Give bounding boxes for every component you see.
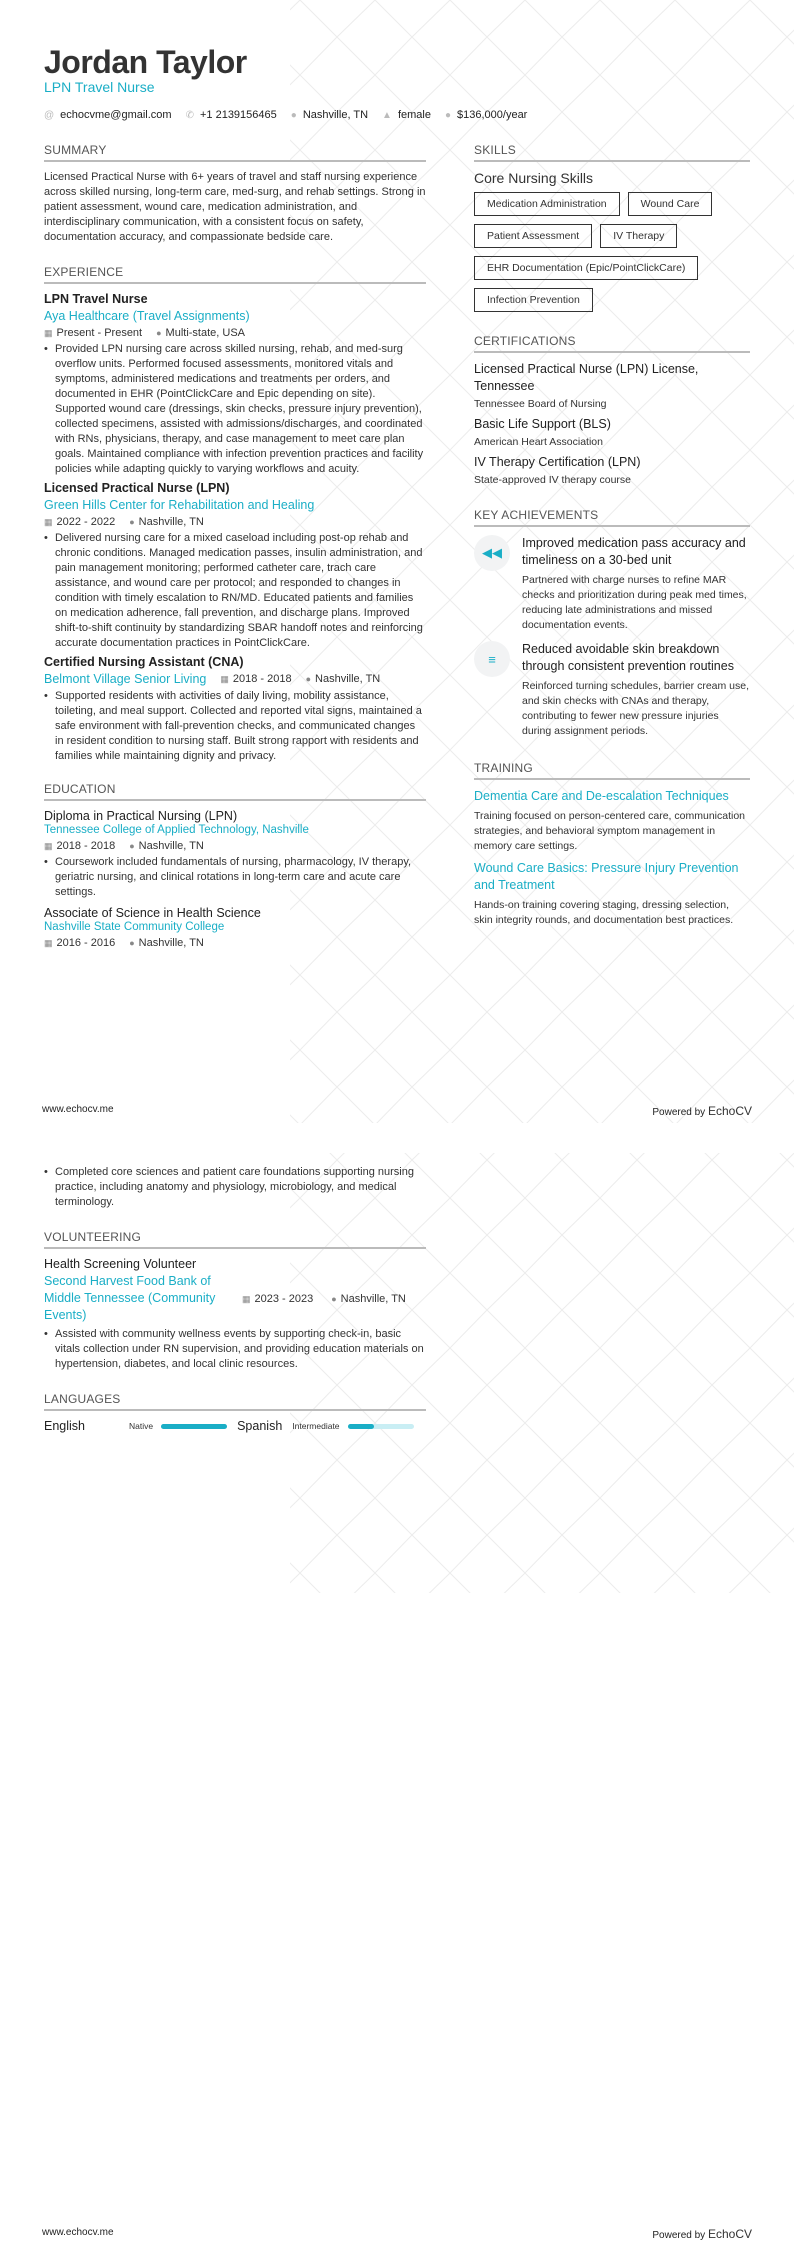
calendar-icon: ▦: [44, 938, 53, 948]
skill-tag: Wound Care: [628, 192, 713, 216]
calendar-icon: ▦: [242, 1293, 251, 1304]
volunteer-org: Second Harvest Food Bank of Middle Tennessee (Community Events): [44, 1274, 216, 1322]
gender: female: [397, 109, 431, 121]
candidate-name: Jordan Taylor: [44, 44, 247, 80]
volunteer-title: Health Screening Volunteer: [44, 1257, 197, 1271]
at-icon: @: [44, 109, 55, 121]
school: Nashville State Community College: [44, 921, 225, 933]
experience-heading: EXPERIENCE: [44, 265, 426, 284]
calendar-icon: ▦: [44, 841, 53, 851]
phone[interactable]: +1 2139156465: [199, 109, 277, 121]
footer-site-link[interactable]: www.echocv.me: [42, 1104, 114, 1115]
cert-issuer: Tennessee Board of Nursing: [474, 398, 607, 410]
location-icon: ●: [156, 328, 162, 338]
training-heading: TRAINING: [474, 761, 750, 780]
achievement-title: Reduced avoidable skin breakdown through consistent prevention routines: [522, 642, 734, 673]
job-title: Certified Nursing Assistant (CNA): [44, 655, 244, 669]
achievement-desc: Reinforced turning schedules, barrier cream use, and skin checks with CNAs and therapy, contributing to fewer new pressure injuries during assignment periods.: [522, 680, 750, 737]
money-icon: ●: [444, 109, 452, 121]
footer-powered: Powered by: [652, 2230, 706, 2241]
calendar-icon: ▦: [220, 674, 229, 684]
job-location: Nashville, TN: [315, 673, 381, 685]
salary: $136,000/year: [457, 109, 528, 121]
location-icon: ●: [129, 841, 135, 851]
degree: Associate of Science in Health Science: [44, 906, 261, 920]
location-icon: ●: [331, 1293, 337, 1304]
summary-text: Licensed Practical Nurse with 6+ years of travel and staff nursing experience across skilled nursing, long-term care, med-surg, and rehab settings. Strong in patient assessment, wound care, medication administration, and interdisciplinary communication, with a consistent focus on safety, documentation accuracy, and compassionate bedside care.: [44, 171, 426, 243]
dates: 2016 - 2016: [56, 937, 116, 949]
education-heading: EDUCATION: [44, 782, 426, 801]
education-bullet: • Coursework included fundamentals of nursing, pharmacology, IV therapy, geriatric nursing, and clinical rotations in long-term care and acute care settings.: [44, 855, 426, 900]
experience-item: [44, 481, 426, 651]
contact-bar: [44, 109, 527, 121]
experience-item: [44, 292, 426, 477]
school-location: Nashville, TN: [138, 937, 204, 949]
cert-name: Basic Life Support (BLS): [474, 417, 611, 431]
training-name: Wound Care Basics: Pressure Injury Prevention and Treatment: [474, 861, 739, 892]
school-location: Nashville, TN: [138, 840, 204, 852]
footer-site-link[interactable]: www.echocv.me: [42, 2227, 114, 2238]
footer-brand[interactable]: EchoCV: [707, 1104, 752, 1118]
training-name: Dementia Care and De-escalation Techniques: [474, 789, 729, 803]
skill-tags: [474, 192, 750, 312]
job-title: LPN Travel Nurse: [44, 292, 148, 306]
right-column: [474, 143, 750, 928]
job-location: Multi-state, USA: [165, 327, 246, 339]
language-level: Intermediate: [292, 1421, 340, 1431]
skill-tag: Patient Assessment: [474, 224, 592, 248]
experience-item: [44, 655, 426, 764]
language-bar: [161, 1424, 227, 1429]
resume-page-2: [0, 1123, 794, 2246]
skill-tag: Infection Prevention: [474, 288, 593, 312]
footer-powered: Powered by: [652, 1107, 706, 1118]
volunteering-item: [44, 1257, 426, 1372]
language-name: Spanish: [237, 1419, 283, 1433]
location-icon: ●: [129, 517, 135, 527]
summary-heading: SUMMARY: [44, 143, 426, 162]
training-desc: Training focused on person-centered care, communication strategies, and behavioral symptom management in memory care settings.: [474, 810, 746, 852]
skills-heading: SKILLS: [474, 143, 750, 162]
language-bar-fill: [161, 1424, 227, 1429]
left-column: [44, 1165, 426, 1433]
lines-icon: ≡: [474, 641, 510, 677]
job-location: Nashville, TN: [138, 516, 204, 528]
location-icon: ●: [305, 674, 312, 684]
footer-brand[interactable]: EchoCV: [707, 2227, 752, 2241]
cert-name: IV Therapy Certification (LPN): [474, 455, 641, 469]
skill-tag: EHR Documentation (Epic/PointClickCare): [474, 256, 698, 280]
language-name: English: [44, 1419, 85, 1433]
achievements-heading: KEY ACHIEVEMENTS: [474, 508, 750, 527]
left-column: [44, 143, 426, 952]
volunteer-location: Nashville, TN: [340, 1292, 406, 1305]
certifications-heading: CERTIFICATIONS: [474, 334, 750, 353]
dates: 2018 - 2018: [56, 840, 116, 852]
volunteer-bullet: • Assisted with community wellness events by supporting check-in, basic vitals collection under RN supervision, and providing education materials on hypertension, diabetes, and local clinic resources.: [44, 1327, 426, 1372]
languages-list: [44, 1419, 426, 1433]
location-icon: ●: [129, 938, 135, 948]
page-footer: [42, 2227, 752, 2241]
job-bullet: • Delivered nursing care for a mixed caseload including post-op rehab and chronic conditions. Managed medication passes, insulin administration, and pain management monitoring; performed catheter care, trach care assistance, and wound care per protocol; and responded to changes in condition with timely escalation to RN/MD. Educated patients and families on medication adherence, fall prevention, and discharge plans. Improved shift-to-shift continuity by standardizing SBAR handoff notes and reinforcing accurate documentation practices in PointClickCare.: [44, 531, 426, 651]
training-desc: Hands-on training covering staging, dressing selection, skin integrity rounds, and documentation best practices.: [474, 899, 734, 926]
job-title: Licensed Practical Nurse (LPN): [44, 481, 230, 495]
company: Aya Healthcare (Travel Assignments): [44, 309, 250, 323]
phone-icon: ✆: [185, 109, 194, 121]
volunteering-heading: VOLUNTEERING: [44, 1230, 426, 1249]
company: Belmont Village Senior Living: [44, 672, 207, 686]
email[interactable]: echocvme@gmail.com: [60, 109, 172, 121]
languages-heading: LANGUAGES: [44, 1392, 426, 1411]
calendar-icon: ▦: [44, 328, 53, 338]
cert-name: Licensed Practical Nurse (LPN) License, Tennessee: [474, 362, 699, 393]
school: Tennessee College of Applied Technology, Nashville: [44, 824, 309, 836]
language-bar-fill: [348, 1424, 374, 1429]
page-footer: [42, 1104, 752, 1118]
dates: Present - Present: [56, 327, 143, 339]
achievement-item: [474, 641, 750, 739]
language-bar: [348, 1424, 414, 1429]
education-bullet: • Completed core sciences and patient care foundations supporting nursing practice, including anatomy and physiology, microbiology, and medical terminology.: [44, 1165, 426, 1210]
rewind-icon: ◀◀: [474, 535, 510, 571]
location-icon: ●: [290, 109, 297, 121]
skill-tag: IV Therapy: [600, 224, 677, 248]
dates: 2023 - 2023: [254, 1292, 314, 1305]
achievement-item: [474, 535, 750, 633]
job-bullet: • Provided LPN nursing care across skilled nursing, rehab, and med-surg overflow units. Performed focused assessments, monitored vitals and symptoms, administered medications and treatments per orders, and documented in EHR (PointClickCare and Epic depending on site). Supported wound care (dressings, skin checks, pressure injury prevention), collected specimens, assisted with admissions/discharges, and coordinated with RNs, physicians, therapy, and case management to meet care plan goals. Maintained compliance with infection prevention practices and facility policies while adapting quickly to varying workflows and acuity.: [44, 342, 426, 477]
education-item: [44, 809, 426, 900]
candidate-role: LPN Travel Nurse: [44, 79, 155, 95]
language-level: Native: [129, 1421, 154, 1431]
cert-issuer: State-approved IV therapy course: [474, 474, 632, 486]
company: Green Hills Center for Rehabilitation and Healing: [44, 498, 315, 512]
degree: Diploma in Practical Nursing (LPN): [44, 809, 238, 823]
location: Nashville, TN: [302, 109, 369, 121]
person-icon: ▲: [382, 109, 392, 121]
cert-issuer: American Heart Association: [474, 436, 603, 448]
achievement-desc: Partnered with charge nurses to refine MAR checks and prioritization during peak med times, reducing late administrations and missed documentation events.: [522, 574, 747, 631]
skill-tag: Medication Administration: [474, 192, 620, 216]
calendar-icon: ▦: [44, 517, 53, 527]
dates: 2022 - 2022: [56, 516, 116, 528]
achievement-title: Improved medication pass accuracy and timeliness on a 30-bed unit: [522, 536, 746, 567]
dates: 2018 - 2018: [232, 673, 292, 685]
skill-group-title: Core Nursing Skills: [474, 170, 594, 186]
job-bullet: • Supported residents with activities of daily living, mobility assistance, toileting, and meal support. Collected and reported vital signs, maintained a safe environment with fall-prevention checks, and communicated changes in resident condition to nursing staff. Built strong rapport with residents and families while maintaining dignity and privacy.: [44, 689, 426, 764]
education-item: [44, 906, 426, 949]
